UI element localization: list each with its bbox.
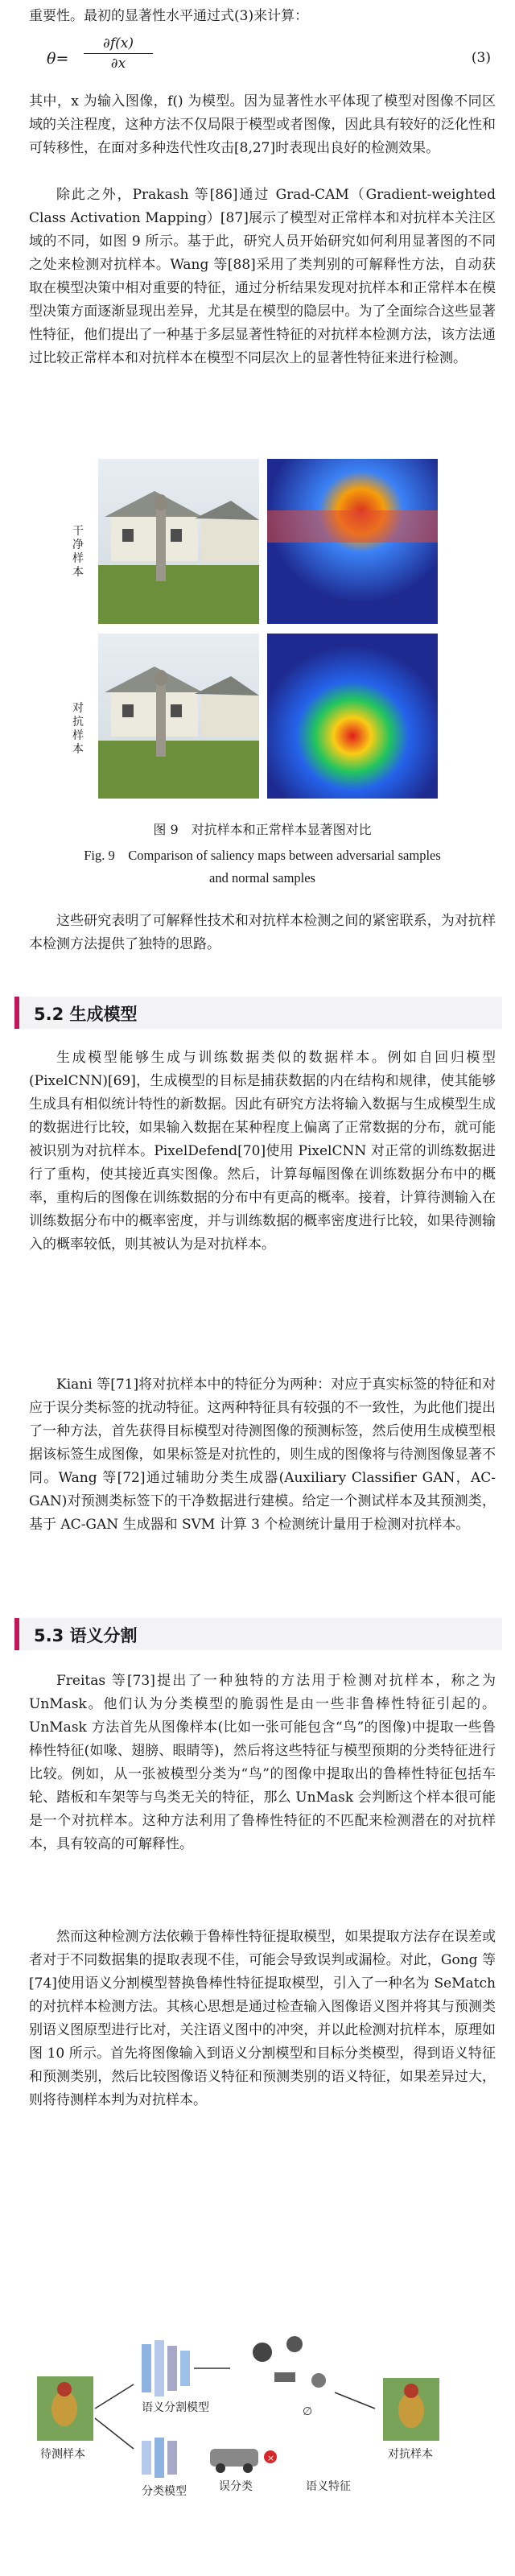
paragraph-gradcam: 除此之外，Prakash 等[86]通过 Grad-CAM（Gradient-weighted Class Activation Mapping）[87]展示了模型对正常样本和对抗样本关注区域的不同，如图 9 所示。基于此，研究人员开始研究如何利用显著图的不同之处来检测对抗样本。Wang 等[88]采用了类判别的可解释性方法，自动获取在模型决策中相对重要的特征，通过分析结果发现对抗样本和正常样本在模型决策方面逐渐显现出差异，尤其是在模型的隐层中。为了全面综合这些显著性特征，他们提出了一种基于多层显著性特征的对抗样本检测方法，该方法通过比较正常样本和对抗样本在模型不同层次上的显著性特征来进行检测。 (29, 187, 496, 366)
paragraph-sematch: 然而这种检测方法依赖于鲁棒性特征提取模型，如果提取方法存在误差或者对于不同数据集的提取表现不佳，可能会导致误判或漏检。对此，Gong 等[74]使用语义分割模型替换鲁棒性特征提取模型，引入了一种名为 SeMatch 的对抗样本检测方法。其核心思想是通过检查输入图像语义图并将其与预测类别语义图原型进行比对，关注语义图中的冲突，并以此检测对抗样本，原理如图 10 所示。首先将图像输入到语义分割模型和目标分类模型，得到语义特征和预测类别，然后比较图像语义特征和预测类别的语义特征，如果差异过大，则将待测样本判为对抗样本。 (29, 1929, 496, 2108)
paragraph-generative-models: 生成模型能够生成与训练数据类似的数据样本。例如自回归模型(PixelCNN)[69]，生成模型的目标是捕获数据的内在结构和规律，使其能够生成具有相似统计特性的新数据。因此有研究方法将输入数据与生成模型生成的数据进行比较，如果输入数据在某种程度上偏离了正常数据的分布，就可能被识别为对抗样本。PixelDefend[70]使用 PixelCNN 对正常的训练数据进行了重构，使其接近真实图像。然后，计算每幅图像在训练数据分布中的概率，重构后的图像在训练数据的分布中有更高的概率。接着，计算待测输入在训练数据分布中的概率密度，并与训练数据的概率密度进行比较，如果待测输入的概率较低，则其被认为是对抗样本。 (29, 1050, 496, 1253)
input-sample-image (37, 2376, 93, 2441)
error-icon (264, 2450, 277, 2463)
equation-3 (29, 32, 496, 89)
adversarial-sample-image (383, 2378, 439, 2441)
semantic-parts-icons (253, 2336, 326, 2418)
paragraph-kiani: Kiani 等[71]将对抗样本中的特征分为两种：对应于真实标签的特征和对应于误分类标签的扰动特征。这两种特征具有较强的不一致性，为此他们提出了一种方法，首先获得目标模型对待测图像的预测标签，然后使用生成模型根据该标签生成图像，如果标签是对抗性的，则生成的图像将与待测图像显著不同。Wang 等[72]通过辅助分类生成器(Auxiliary Classifier GAN，AC-GAN)对预测类标签下的干净数据进行建模。给定一个测试样本及其预测类，基于 AC-GAN 生成器和 SVM 计算 3 个检测统计量用于检测对抗样本。 (29, 1377, 496, 1533)
equation-fraction (84, 35, 153, 72)
section-heading-5-2 (14, 997, 502, 1029)
figure-10 (29, 2207, 496, 2576)
section-title-5-2: 5.2 生成模型 (34, 1005, 138, 1024)
label-classifier-model: 分类模型 (142, 2485, 187, 2498)
equation-numerator: ∂f(x) (84, 35, 153, 54)
figure-9-caption-cn: 图 9 对抗样本和正常样本显著图对比 (153, 822, 372, 837)
figure-10-diagram (29, 2207, 496, 2576)
label-segmentation-model: 语义分割模型 (142, 2401, 209, 2414)
svg-text:×: × (267, 2453, 275, 2463)
paragraph-unmask: Freitas 等[73]提出了一种独特的方法用于检测对抗样本，称之为 UnMask。他们认为分类模型的脆弱性是由一些非鲁棒性特征引起的。UnMask 方法首先从图像样本(比如一张可能包含“鸟”的图像)中提取一些鲁棒性特征(如喙、翅膀、眼睛等)，然后将这些特征与模型预期的分类特征进行比较。例如，从一张被模型分类为“鸟”的图像中提取出的鲁棒性特征包括车轮、踏板和车架等与鸟类无关的特征，那么 UnMask 会判断这个样本很可能是一个对抗样本。这种方法利用了鲁棒性特征的不匹配来检测潜在的对抗样本，具有较高的可解释性。 (29, 1673, 496, 1852)
figure-9-caption-en: Fig. 9 Comparison of saliency maps between adversarial samples (84, 848, 441, 863)
label-adversarial-sample: 对抗样本 (388, 2448, 433, 2461)
arrow-to-decision (335, 2392, 375, 2409)
adversarial-cottage-photo (98, 634, 259, 799)
label-input-sample: 待测样本 (40, 2448, 85, 2461)
adversarial-saliency-map (267, 634, 438, 799)
segmentation-model-icon (142, 2340, 190, 2396)
car-icon (210, 2449, 258, 2473)
paragraph-summary: 这些研究表明了可解释性技术和对抗样本检测之间的紧密联系，为对抗样本检测方法提供了独特的思路。 (29, 913, 496, 952)
arrow-to-classifier (95, 2418, 134, 2449)
clean-saliency-map (267, 459, 438, 624)
figure-9-label-adversarial: 对抗样本 (72, 702, 84, 756)
equation-lhs: θ= (47, 50, 69, 68)
paragraph-intro: 重要性。最初的显著性水平通过式(3)来计算： (29, 8, 309, 24)
section-title-5-3: 5.3 语义分割 (34, 1626, 138, 1645)
section-heading-5-3 (14, 1618, 502, 1650)
label-semantic-features: 语义特征 (306, 2480, 351, 2493)
label-misclassification: 误分类 (219, 2480, 253, 2493)
arrow-to-segmentation (95, 2384, 134, 2409)
paragraph-saliency-explanation: 其中，x 为输入图像，f() 为模型。因为显著性水平体现了模型对图像不同区域的关注程度，这种方法不仅局限于模型或者图像，因此具有较好的泛化性和可转移性，在面对多种迭代性攻击[8,27]时表现出良好的检测效果。 (29, 93, 496, 156)
figure-9-caption-en-line2: and normal samples (209, 870, 315, 886)
figure-9-label-clean: 干净样本 (72, 525, 84, 579)
figure-9-image-grid (66, 452, 444, 815)
classifier-model-icon (142, 2438, 177, 2478)
equation-number: (3) (471, 50, 491, 66)
svg-text:∅: ∅ (303, 2405, 313, 2418)
clean-cottage-photo (98, 459, 259, 624)
equation-denominator: ∂x (110, 56, 126, 72)
figure-9 (66, 452, 444, 815)
